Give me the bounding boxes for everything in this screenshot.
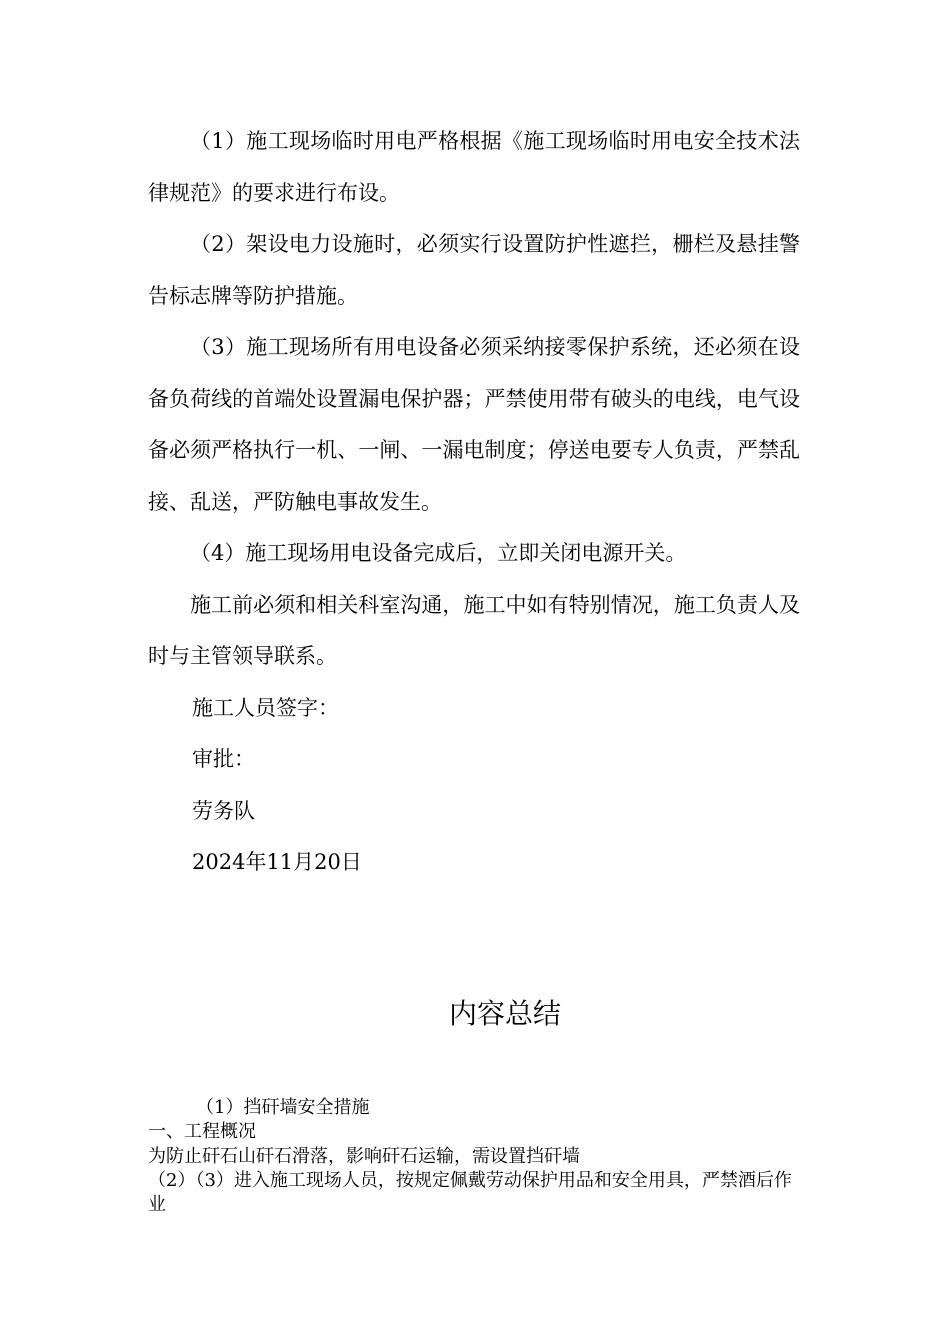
summary-line: （1）挡矸墙安全措施 <box>196 1097 370 1118</box>
summary-line: 一、工程概况 <box>148 1121 256 1143</box>
document-body <box>148 116 800 889</box>
summary-section <box>148 1096 808 1217</box>
summary-title: 内容总结 <box>448 997 561 1030</box>
paragraph-electric-layout: （1）施工现场临时用电严格根据《施工现场临时用电安全技术法律规范》的要求进行布设。 <box>148 129 800 205</box>
paragraph-communication: 施工前必须和相关科室沟通，施工中如有特别情况，施工负责人及时与主管领导联系。 <box>148 592 800 668</box>
paragraph-power-off: （4）施工现场用电设备完成后，立即关闭电源开关。 <box>190 541 687 565</box>
team-name: 劳务队 <box>192 798 255 823</box>
approval-label: 审批： <box>192 747 255 771</box>
summary-line: （2）（3）进入施工现场人员，按规定佩戴劳动保护用品和安全用具，严禁酒后作业 <box>148 1169 792 1216</box>
paragraph-protective-barrier: （2）架设电力设施时，必须实行设置防护性遮拦，栅栏及悬挂警告标志牌等防护措施。 <box>148 232 800 308</box>
paragraph-grounding-protection: （3）施工现场所有用电设备必须采纳接零保护系统，还必须在设备负荷线的首端处设置漏电保护器；严禁使用带有破头的电线，电气设备必须严格执行一机、一闸、一漏电制度；停送电要专人负责，严禁乱接、乱送，严防触电事故发生。 <box>148 335 800 514</box>
document-date: 2024年11月20日 <box>192 850 362 874</box>
workers-signature-label: 施工人员签字： <box>192 695 339 720</box>
summary-line: 为防止矸石山矸石滑落，影响矸石运输，需设置挡矸墙 <box>148 1145 580 1167</box>
